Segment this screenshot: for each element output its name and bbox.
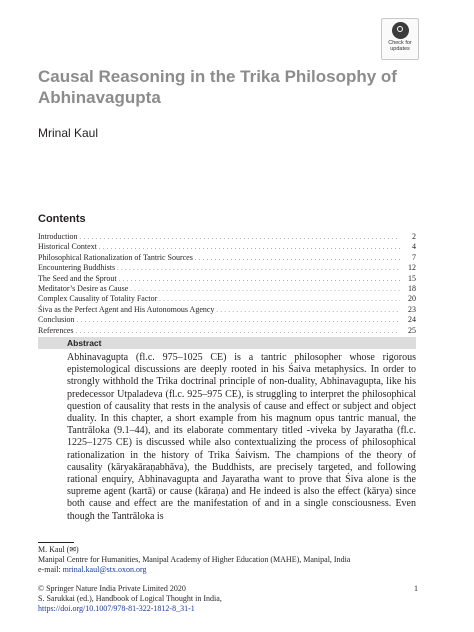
toc-entry-label: Conclusion <box>38 315 75 325</box>
page-number: 1 <box>414 584 418 593</box>
abstract-text: Abhinavagupta (fl.c. 975–1025 CE) is a tantric philosopher whose rigorous epistemological discussions are deeply rooted in his Śaiva metaphysics. In order to strongly withhold the Trika doctrinal principle of non-duality, Abhinavagupta, like his predecessor Utpaladeva (fl.c. 925–975 CE), is struggling to interpret the philosophical question of causality that rests in the analysis of cause and effect or subject and object duality. In this chapter, a short example from his magnum opus tantric manual, the Tantrāloka (9.1–44), and its elaborate commentary titled -viveka by Jayaratha (fl.c. 1225–1275 CE) is discussed while also contextualizing the process of philosophical rationalization in the history of Trika Śaivism. The champions of the theory of causality (kāryakāraṇabhāva), the Buddhists, are precisely targeted, and following rational enquiry, Abhinavagupta and Jayaratha want to prove that Śiva alone is the supreme agent (kartā) or cause (kāraṇa) and He indeed is also the effect (kārya) since both cause and effect are the manifestation of and in a single consciousness. Even though the Tantrāloka is <box>67 352 416 522</box>
toc-entry[interactable] <box>38 263 416 273</box>
toc-entry-page: 4 <box>412 242 416 252</box>
affiliation-institution: Manipal Centre for Humanities, Manipal Academy of Higher Education (MAHE), Manipal, India <box>38 555 351 564</box>
check-for-updates-badge[interactable] <box>381 18 419 60</box>
affiliation-name: M. Kaul (✉) <box>38 545 79 554</box>
toc-entry[interactable] <box>38 326 416 336</box>
toc-entry[interactable] <box>38 242 416 252</box>
doi-link[interactable]: https://doi.org/10.1007/978-81-322-1812-8_31-1 <box>38 604 195 613</box>
toc-entry-label: Introduction <box>38 232 78 241</box>
toc-entry-label: References <box>38 325 74 335</box>
email-label: e-mail: <box>38 565 63 574</box>
toc-entry-page: 18 <box>408 283 416 293</box>
toc-entry-label: The Seed and the Sprout <box>38 273 117 283</box>
toc-entry[interactable] <box>38 294 416 304</box>
toc-entry[interactable] <box>38 253 416 263</box>
table-of-contents <box>38 232 416 336</box>
toc-entry-page: 2 <box>412 232 416 241</box>
email-link[interactable]: mrinal.kaul@stx.oxon.org <box>62 565 147 574</box>
copyright-line: © Springer Nature India Private Limited 2020 <box>38 584 186 593</box>
toc-entry-page: 25 <box>408 325 416 335</box>
affiliation-email-line <box>38 565 423 575</box>
author-name: Mrinal Kaul <box>38 126 99 140</box>
toc-entry-page: 15 <box>408 273 416 283</box>
toc-entry[interactable] <box>38 284 416 294</box>
toc-entry-label: Historical Context <box>38 242 97 252</box>
badge-line2: updates <box>390 46 410 52</box>
contents-heading: Contents <box>38 213 86 225</box>
toc-entry-page: 12 <box>408 263 416 273</box>
toc-entry[interactable] <box>38 274 416 284</box>
toc-entry-page: 20 <box>408 294 416 304</box>
toc-entry[interactable] <box>38 305 416 315</box>
update-icon <box>392 22 409 39</box>
footnote-divider <box>38 542 74 543</box>
toc-entry-label: Meditator’s Desire as Cause <box>38 283 129 293</box>
toc-entry-label: Philosophical Rationalization of Tantric Sources <box>38 252 193 262</box>
toc-entry-page: 7 <box>412 252 416 262</box>
badge-line1: Check for <box>388 40 412 46</box>
toc-entry-page: 23 <box>408 304 416 314</box>
publication-footer <box>38 584 418 614</box>
toc-entry[interactable] <box>38 315 416 325</box>
toc-entry-label: Encountering Buddhists <box>38 263 116 273</box>
abstract-label: Abstract <box>67 338 102 348</box>
citation-line: S. Sarukkai (ed.), Handbook of Logical Thought in India, <box>38 594 222 603</box>
chapter-title: Causal Reasoning in the Trika Philosophy of Abhinavagupta <box>38 67 397 107</box>
toc-entry-label: Śiva as the Perfect Agent and His Autonomous Agency <box>38 304 215 314</box>
author-affiliation <box>38 545 423 575</box>
toc-entry-page: 24 <box>408 315 416 325</box>
toc-entry[interactable] <box>38 232 416 242</box>
toc-entry-label: Complex Causality of Totality Factor <box>38 294 158 304</box>
toc-leader-dots <box>76 326 400 337</box>
